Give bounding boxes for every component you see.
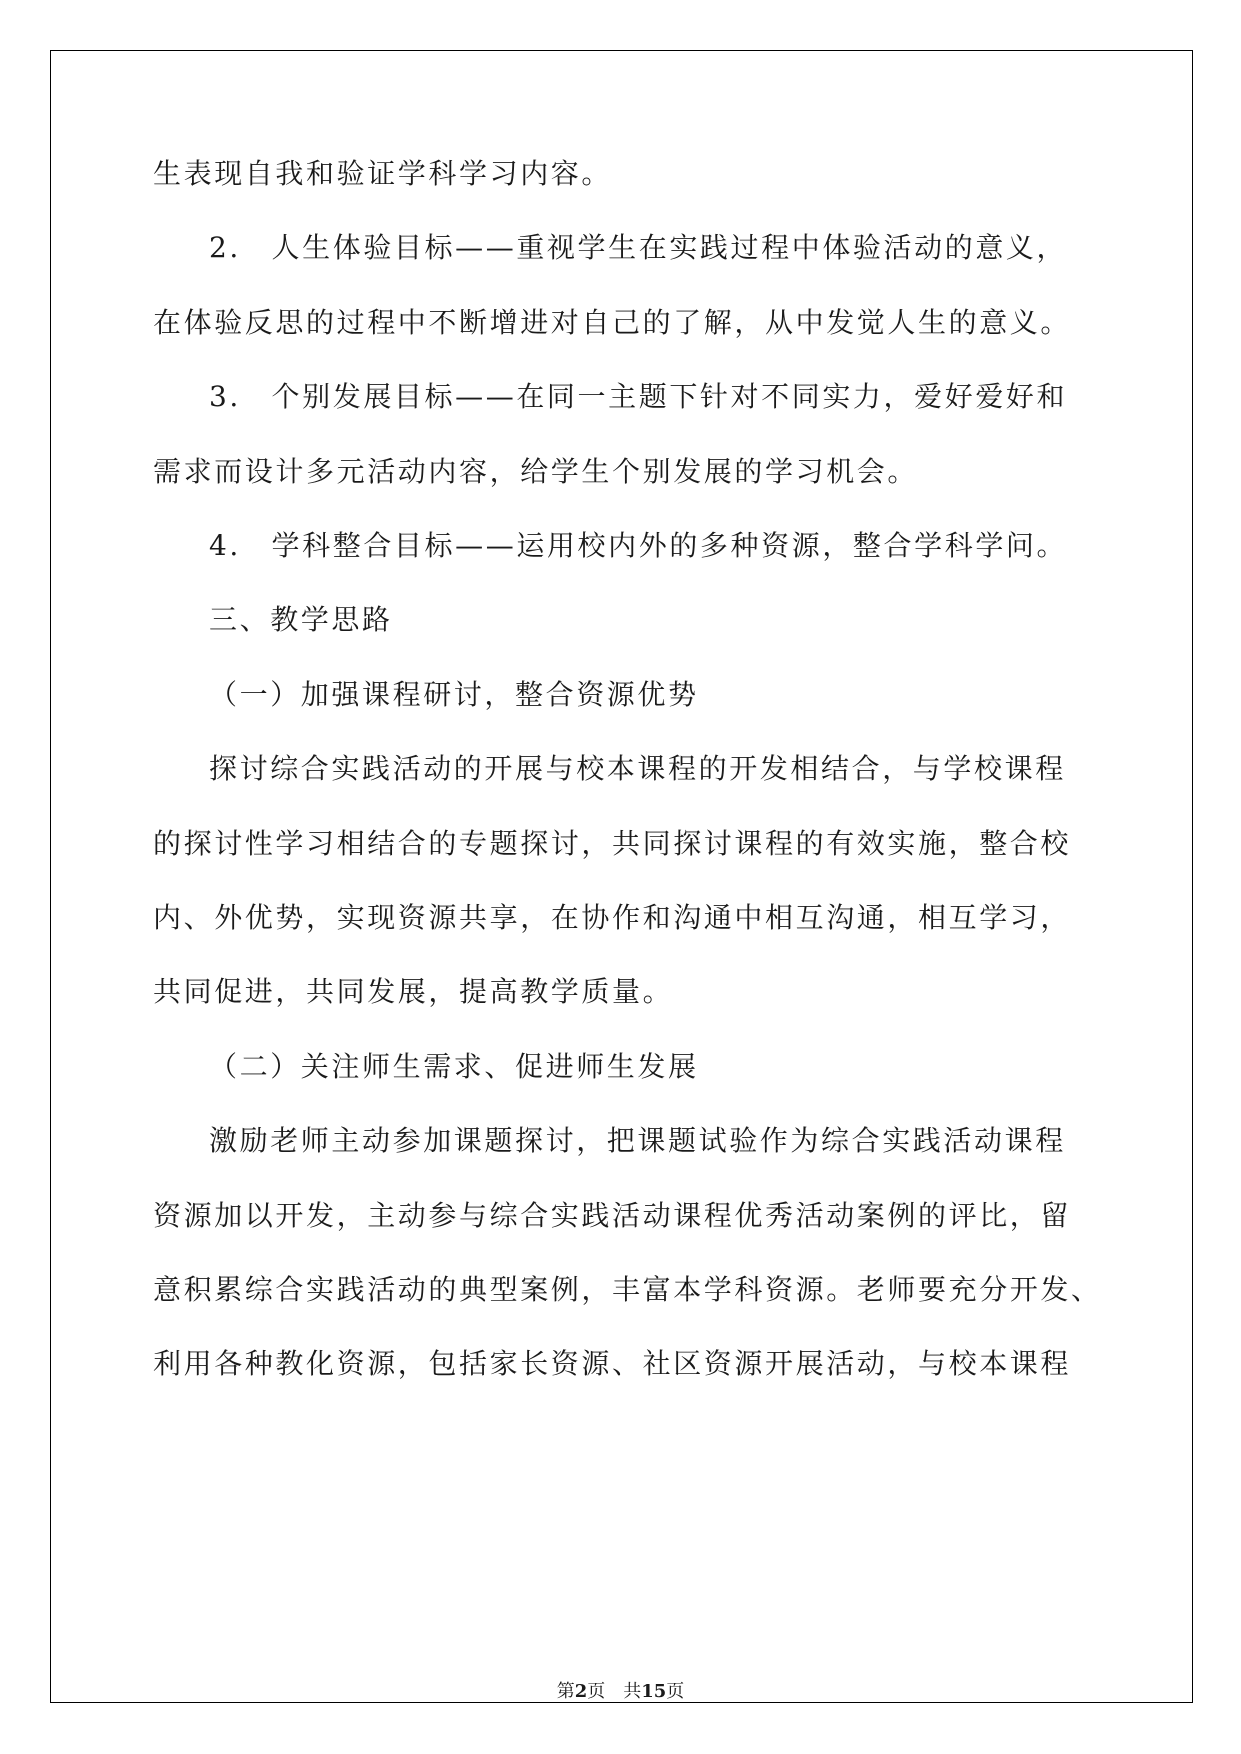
text-line: 探讨综合实践活动的开展与校本课程的开发相结合，与学校课程	[209, 752, 1066, 786]
footer-prefix: 第	[556, 1681, 575, 1702]
text-line: 利用各种教化资源，包括家长资源、社区资源开展活动，与校本课程	[153, 1347, 1072, 1381]
footer-total-pages: 15	[641, 1681, 667, 1702]
text-line: 生表现自我和验证学科学习内容。	[153, 157, 613, 190]
page-footer	[0, 1680, 1241, 1704]
text-line: 3. 个别发展目标——在同一主题下针对不同实力，爱好爱好和	[209, 380, 1068, 414]
text-line: 共同促进，共同发展，提高教学质量。	[153, 975, 674, 1009]
text-line: （一）加强课程研讨，整合资源优势	[209, 677, 699, 711]
text-line: 的探讨性学习相结合的专题探讨，共同探讨课程的有效实施，整合校	[153, 826, 1072, 860]
text-line: 意积累综合实践活动的典型案例，丰富本学科资源。老师要充分开发、	[153, 1273, 1102, 1306]
text-line: （二）关注师生需求、促进师生发展	[209, 1049, 699, 1083]
text-line: 在体验反思的过程中不断增进对自己的了解，从中发觉人生的意义。	[153, 305, 1072, 339]
footer-mid: 页 共	[587, 1681, 642, 1702]
text-line: 资源加以开发，主动参与综合实践活动课程优秀活动案例的评比，留	[153, 1198, 1072, 1232]
footer-suffix: 页	[666, 1681, 685, 1702]
text-line: 2. 人生体验目标——重视学生在实践过程中体验活动的意义，	[209, 231, 1068, 265]
page-border	[50, 50, 1193, 1703]
text-line: 内、外优势，实现资源共享，在协作和沟通中相互沟通，相互学习，	[153, 901, 1072, 934]
text-line: 三、教学思路	[209, 603, 393, 637]
text-line: 4. 学科整合目标——运用校内外的多种资源，整合学科学问。	[209, 529, 1068, 562]
text-line: 需求而设计多元活动内容，给学生个别发展的学习机会。	[153, 454, 919, 488]
text-line: 激励老师主动参加课题探讨，把课题试验作为综合实践活动课程	[209, 1124, 1066, 1158]
footer-page-number: 2	[574, 1681, 588, 1702]
